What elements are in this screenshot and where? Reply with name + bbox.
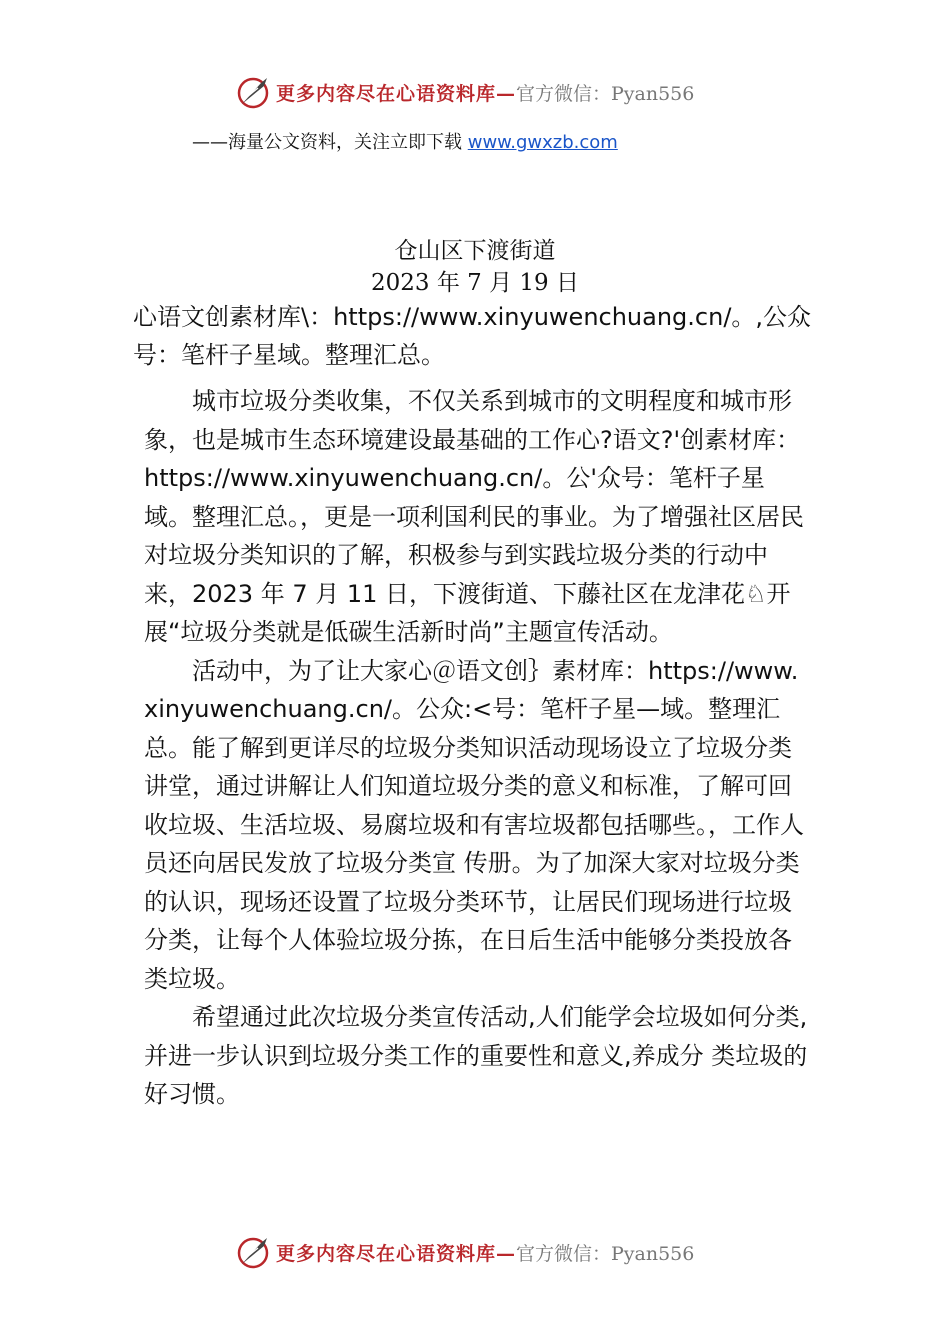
paragraph: 活动中，为了让大家心＠语文创｝素材库：https://www.xinyuwenchuang.cn/。公众:<号：笔杆子星—域。整理汇总。能了解到更详尽的垃圾分类知识活动现场设立了垃圾分类讲堂，通过讲解让人们知道垃圾分类的意义和标准，了解可回收垃圾、生活垃圾、易腐垃圾和有害垃圾都包括哪些。，工作人员还向居民发放了垃圾分类宣 传册。为了加深大家对垃圾分类的认识，现场还设置了垃圾分类环节，让居民们现场进行垃圾分类，让每个人体验垃圾分拣，在日后生活中能够分类投放各类垃圾。 — [144, 656, 804, 993]
document-body — [144, 382, 812, 1114]
wechat-label: 官方微信：Pyan556 — [516, 1242, 695, 1265]
quill-logo-icon — [236, 1234, 272, 1270]
wechat-label: 官方微信：Pyan556 — [516, 82, 695, 105]
document-date: 2023 年 7 月 19 日 — [371, 270, 579, 296]
website-link[interactable]: www.gwxzb.com — [467, 132, 618, 153]
banner-text: 更多内容尽在心语资料库—官方微信：Pyan556 — [276, 82, 695, 105]
source-note: 心语文创素材库\：https://www.xinyuwenchuang.cn/。,公众号：笔杆子星域。整理汇总。 — [133, 303, 812, 369]
paragraph: 城市垃圾分类收集，不仅关系到城市的文明程度和城市形象，也是城市生态环境建设最基础的工作心?语文?'创素材库：https://www.xinyuwenchuang.cn/。公'众号：笔杆子星域。整理汇总。，更是一项利国利民的事业。为了增强社区居民对垃圾分类知识的了解，积极参与到实践垃圾分类的行动中来，2023 年 7 月 11 日，下渡街道、下藤社区在龙津花♘开展“垃圾分类就是低碳生活新时尚”主题宣传活动。 — [144, 387, 804, 646]
header-banner — [236, 72, 736, 112]
download-tagline: ——海量公文资料，关注立即下载 www.gwxzb.com — [192, 132, 618, 153]
quill-logo-icon — [236, 74, 272, 110]
document-title: 仓山区下渡街道 — [394, 238, 556, 264]
paragraph: 希望通过此次垃圾分类宣传活动,人们能学会垃圾如何分类,并进一步认识到垃圾分类工作的重要性和意义,养成分 类垃圾的好习惯。 — [144, 1003, 808, 1108]
banner-text: 更多内容尽在心语资料库—官方微信：Pyan556 — [276, 1242, 695, 1265]
footer-banner — [236, 1232, 736, 1272]
